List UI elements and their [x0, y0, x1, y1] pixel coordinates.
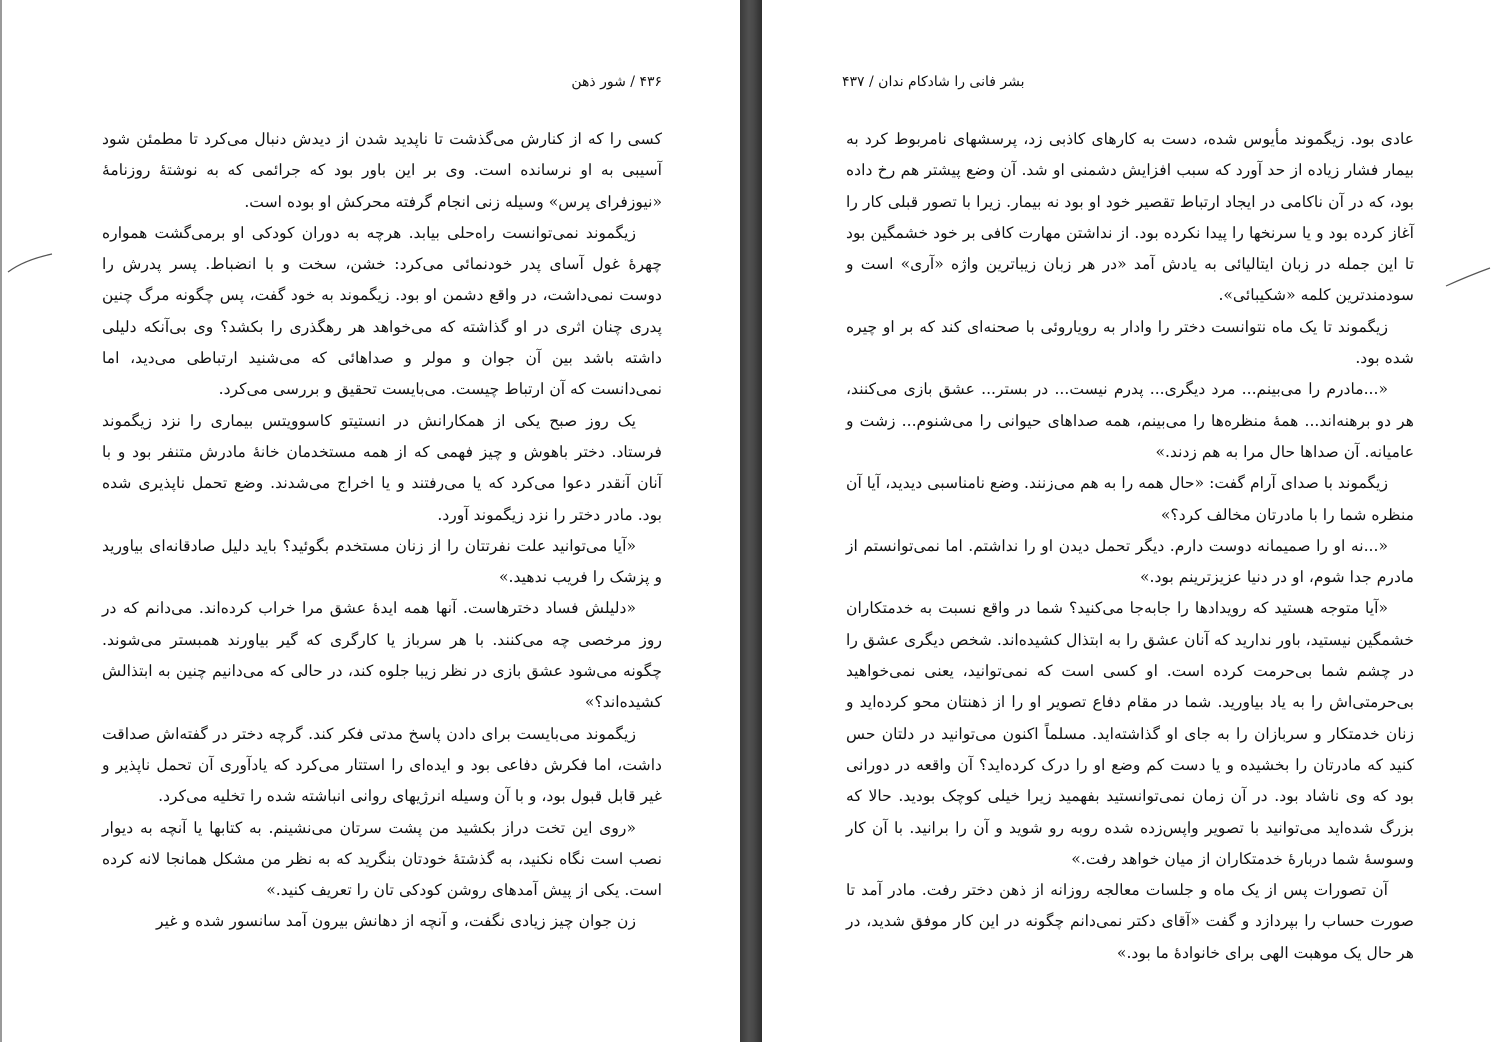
paragraph: «آیا می‌توانید علت نفرتتان را از زنان مستخدم بگوئید؟ باید دلیل صادقانه‌ای بیاورید و پزشک را فریب ندهید.»	[102, 536, 662, 587]
right-page	[762, 0, 1498, 1042]
left-page	[0, 0, 742, 1042]
paragraph: «دلیلش فساد دخترهاست. آنها همه ایدهٔ عشق مرا خراب کرده‌اند. می‌دانم که در روز مرخصی چه می‌کنند. با هر سرباز یا کارگری که گیر بیاورند همبستر می‌شوند. چگونه می‌شود عشق بازی در نظر زیبا جلوه کند، در حالی که می‌دانیم چنین به ابتذالش کشیده‌اند؟»	[102, 599, 662, 712]
book-spine	[740, 0, 762, 1042]
paragraph: «روی این تخت دراز بکشید من پشت سرتان می‌نشینم. به کتابها یا آنچه به دیوار نصب است نگاه نکنید، به گذشتهٔ خودتان بنگرید که به نظر من مشکل همانجا لانه کرده است. یکی از پیش آمدهای روشن کودکی تان را تعریف کنید.»	[102, 818, 662, 900]
page-header: ۴۳۶ / شور ذهن	[571, 74, 662, 90]
page-curl-mark	[1444, 266, 1492, 288]
paragraph: زیگموند تا یک ماه نتوانست دختر را وادار به رویاروئی با صحنه‌ای کند که بر او چیره شده بود.	[846, 317, 1414, 368]
paragraph: کسی را که از کنارش می‌گذشت تا ناپدید شدن از دیدش دنبال می‌کرد تا مطمئن شود آسیبی به او نرسانده است. وی بر این باور بود که جرائمی که به نوشتهٔ روزنامهٔ «نیوزفرای پرس» وسیله زنی انجام گرفته محرکش او بوده است.	[102, 130, 662, 211]
body-text	[846, 124, 1414, 969]
paragraph: زیگموند می‌بایست برای دادن پاسخ مدتی فکر کند. گرچه دختر در گفته‌اش صداقت داشت، اما فکرش دفاعی بود و ایده‌ای را استتار می‌کرد که یادآوری آن تحمل ناپذیر و غیر قابل قبول بود، و با آن وسیله انرژیهای روانی انباشته شده را تخلیه می‌کرد.	[102, 724, 662, 806]
paragraph: زن جوان چیز زیادی نگفت، و آنچه از دهانش بیرون آمد سانسور شده و غیر	[156, 912, 636, 931]
paragraph: «آیا متوجه هستید که رویدادها را جابه‌جا می‌کنید؟ شما در واقع نسبت به خدمتکاران خشمگین نیستید، باور ندارید که آنان عشق را به ابتذال کشیده‌اند. شخص دیگری عشق را در چشم شما بی‌حرمت کرده است. او کسی است که نمی‌توانید، یعنی نمی‌خواهید بی‌حرمتی‌اش را به یاد بیاورید. شما در مقام دفاع تصویر او را از ذهنتان محو کرده‌اید و زنان خدمتکار و سربازان را به جای او گذاشته‌اید. مسلماً اکنون می‌توانید در دلتان حس کنید که مادرتان را بخشیده و یا دست کم وضع او را درک کرده‌اید؟ آن واقعه در دورانی بود که وی ناشاد بود. در آن زمان نمی‌توانستید بفهمید زیرا خیلی کوچک بودید. حالا که بزرگ شده‌اید می‌توانید با تصویر واپس‌زده شده روبه رو شوید و آن را برانید. با آن کار وسوسهٔ شما دربارهٔ خدمتکاران از میان خواهد رفت.»	[846, 599, 1414, 868]
paragraph: زیگموند نمی‌توانست راه‌حلی بیابد. هرچه به دوران کودکی او برمی‌گشت همواره چهرهٔ غول آسای پدر خودنمائی می‌کرد: خشن، سخت و با انضباط. پسر پدرش را دوست نمی‌داشت، در واقع دشمن او بود. زیگموند به خود گفت، پس چگونه مرگ چنین پدری چنان اثری در او گذاشته که می‌خواهد هر رهگذری را بکشد؟ وی بی‌آنکه دلیلی داشته باشد بین آن جوان و مولر و صداهائی که می‌شنید ارتباطی می‌دید، اما نمی‌دانست که آن ارتباط چیست. می‌بایست تحقیق و بررسی می‌کرد.	[102, 223, 662, 399]
page-curl-mark	[6, 252, 54, 274]
paragraph: زیگموند با صدای آرام گفت: «حال همه را به هم می‌زنند. وضع نامناسبی دیدید، آیا آن منظره شما را با مادرتان مخالف کرد؟»	[846, 474, 1414, 524]
paragraph: آن تصورات پس از یک ماه و جلسات معالجه روزانه از ذهن دختر رفت. مادر آمد تا صورت حساب را بپردازد و گفت «آقای دکتر نمی‌دانم چگونه در این کار موفق شدید، در هر حال یک موهبت الهی برای خانوادهٔ ما بود.»	[846, 881, 1414, 962]
paragraph: عادی بود. زیگموند مأیوس شده، دست به کارهای کاذبی زد، پرسشهای نامربوط کرد به بیمار فشار زیاده از حد آورد که سبب افزایش دشمنی او شد. آن وضع پیشتر هم رخ داده بود، که در آن ناکامی در ایجاد ارتباط تقصیر خود او بود نه بیمار. زیرا با تصور قبلی کار را آغاز کرده بود و یا سرنخها را پیدا نکرده بود. از نداشتن مهارت کافی بر خود خشمگین بود تا این جمله در زبان ایتالیائی به یادش آمد «در هر زبان زیباترین واژه «آری» است و سودمندترین کلمه «شکیبائی».	[846, 130, 1414, 305]
paragraph: یک روز صبح یکی از همکارانش در انستیتو کاسوویتس بیماری را نزد زیگموند فرستاد. دختر باهوش و چیز فهمی که از همه مستخدمان خانهٔ مادرش متنفر بود و با آنان آنقدر دعوا می‌کرد که یا می‌رفتند و یا اخراج می‌شدند. وضع تحمل ناپذیری شده بود. مادر دختر را نزد زیگموند آورد.	[102, 411, 662, 524]
paragraph: «...نه او را صمیمانه دوست دارم. دیگر تحمل دیدن او را نداشتم. اما نمی‌توانستم از مادرم جدا شوم، او در دنیا عزیزترینم بود.»	[846, 536, 1414, 587]
body-text	[102, 124, 662, 938]
page-header: بشر فانی را شادکام ندان / ۴۳۷	[842, 74, 1025, 90]
paragraph: «...مادرم را می‌بینم... مرد دیگری... پدرم نیست... در بستر... عشق بازی می‌کنند، هر دو برهنه‌اند... همهٔ منظره‌ها را می‌بینم، همه صداهای حیوانی را می‌شنوم... زشت و عامیانه. آن صداها حال مرا به هم زدند.»	[846, 380, 1414, 461]
